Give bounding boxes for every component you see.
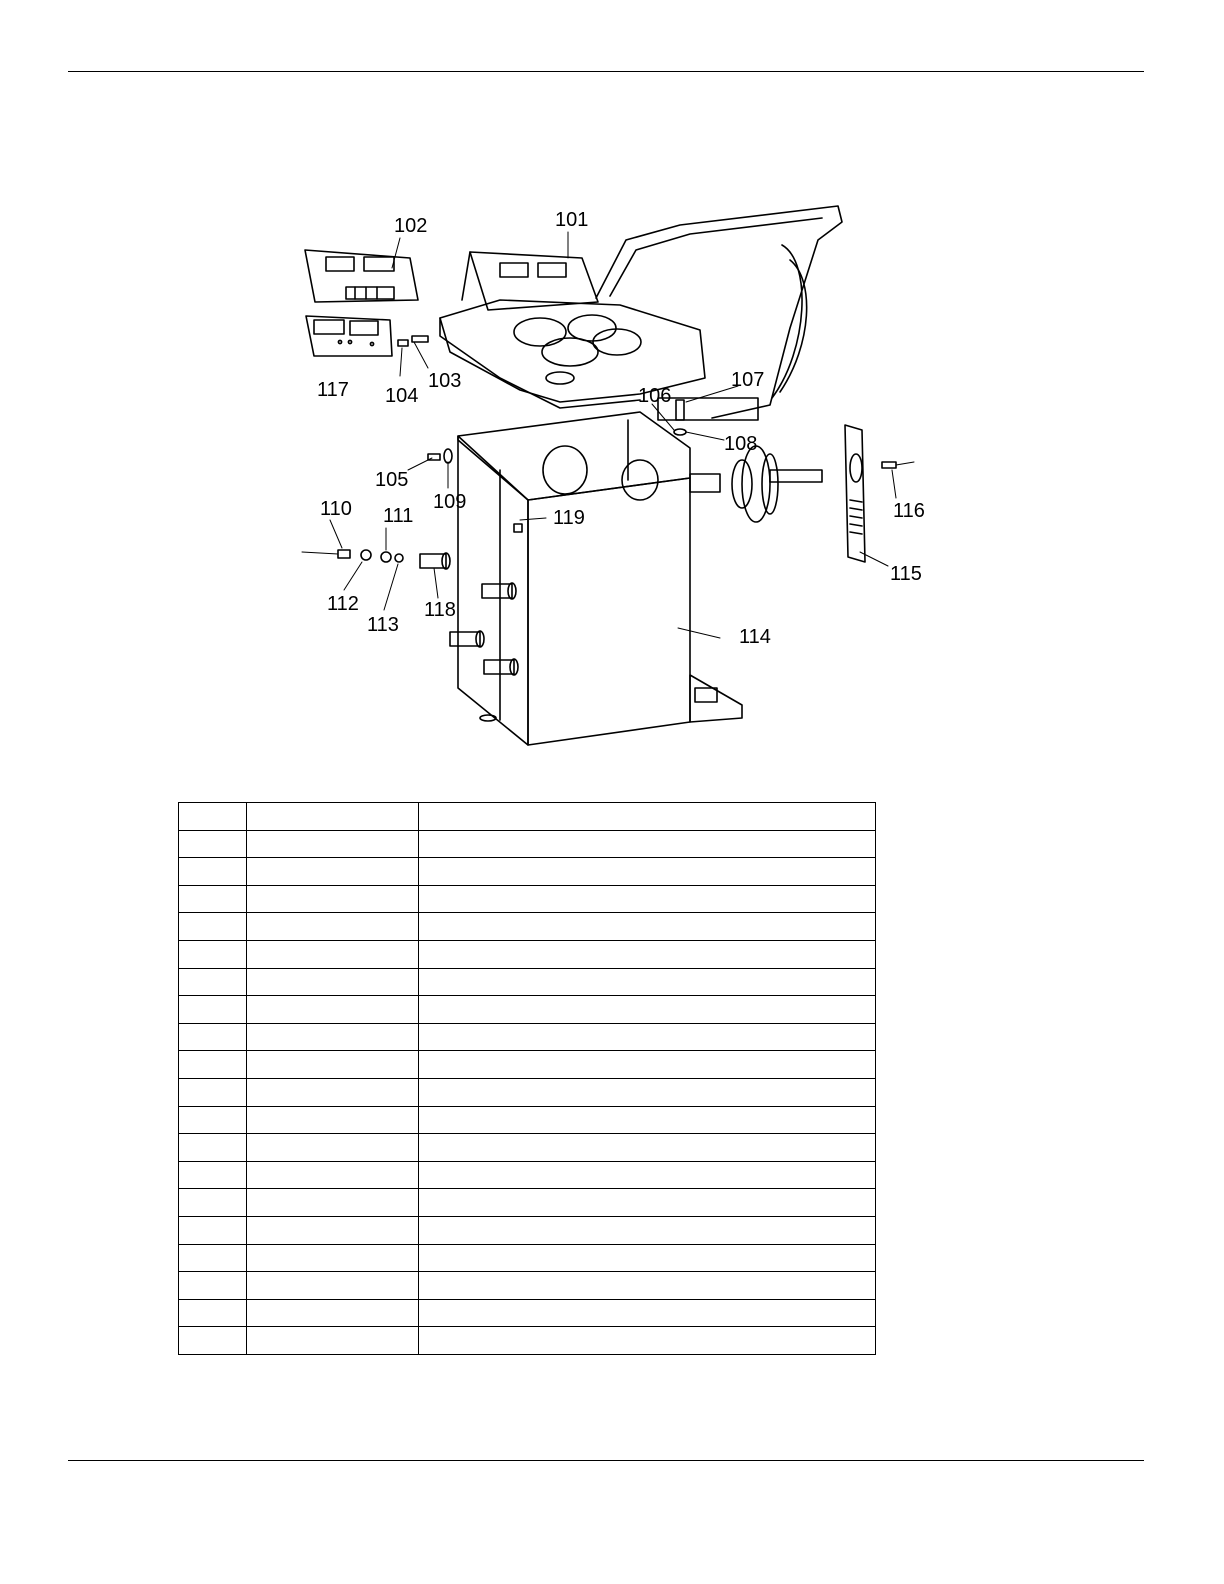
description-cell	[419, 1216, 876, 1244]
part-number-cell	[247, 1106, 419, 1134]
description-cell	[419, 830, 876, 858]
description-cell	[419, 885, 876, 913]
part-number-cell	[247, 1299, 419, 1327]
table-row	[179, 885, 876, 913]
table-row	[179, 1272, 876, 1300]
item-number-cell	[179, 858, 247, 886]
table-row	[179, 968, 876, 996]
item-number-cell	[179, 940, 247, 968]
cover-plate-part	[845, 425, 865, 562]
description-cell	[419, 1299, 876, 1327]
callout-118: 118	[424, 599, 456, 621]
callout-labels	[317, 209, 925, 648]
callout-105: 105	[375, 469, 409, 491]
item-number-cell	[179, 968, 247, 996]
table-row	[179, 858, 876, 886]
description-cell	[419, 1161, 876, 1189]
callout-115: 115	[890, 563, 922, 585]
item-number-cell	[179, 885, 247, 913]
part-number-cell	[247, 1023, 419, 1051]
table-row	[179, 1216, 876, 1244]
part-number-cell	[247, 885, 419, 913]
description-cell	[419, 968, 876, 996]
description-cell	[419, 1134, 876, 1162]
callout-110: 110	[320, 498, 352, 520]
part-number-cell	[247, 968, 419, 996]
part-number-cell	[247, 858, 419, 886]
item-number-cell	[179, 1327, 247, 1355]
description-cell	[419, 858, 876, 886]
callout-111: 111	[383, 505, 414, 527]
callout-103: 103	[428, 370, 462, 392]
part-number-cell	[247, 830, 419, 858]
item-number-cell	[179, 1216, 247, 1244]
item-number-cell	[179, 1299, 247, 1327]
table-row	[179, 1244, 876, 1272]
cabinet-body-part	[458, 412, 742, 745]
callout-108: 108	[724, 433, 758, 455]
table-row	[179, 1051, 876, 1079]
display-panel-part	[305, 250, 418, 302]
description-cell	[419, 1106, 876, 1134]
callout-109: 109	[433, 491, 467, 513]
part-number-cell	[247, 1244, 419, 1272]
fastener-hardware	[338, 336, 896, 569]
item-number-cell	[179, 830, 247, 858]
table-row	[179, 1023, 876, 1051]
description-cell	[419, 1023, 876, 1051]
callout-113: 113	[367, 614, 399, 636]
circuit-board-part	[306, 316, 392, 356]
item-number-cell	[179, 1051, 247, 1079]
description-cell	[419, 1189, 876, 1217]
callout-119: 119	[553, 507, 585, 529]
item-number-cell	[179, 1189, 247, 1217]
table-row	[179, 940, 876, 968]
callout-107: 107	[731, 369, 765, 391]
item-number-cell	[179, 996, 247, 1024]
table-row	[179, 1134, 876, 1162]
description-cell	[419, 913, 876, 941]
callout-101: 101	[555, 209, 589, 231]
callout-114: 114	[739, 626, 771, 648]
item-number-cell	[179, 1244, 247, 1272]
description-cell	[419, 1244, 876, 1272]
side-pins-part	[450, 583, 518, 675]
callout-106: 106	[638, 385, 672, 407]
spindle-shaft-part	[690, 446, 822, 522]
description-cell	[419, 803, 876, 831]
parts-list-table	[178, 802, 876, 1355]
item-number-cell	[179, 1134, 247, 1162]
item-number-cell	[179, 1078, 247, 1106]
description-cell	[419, 1327, 876, 1355]
callout-102: 102	[394, 215, 428, 237]
item-number-cell	[179, 1023, 247, 1051]
item-number-cell	[179, 1272, 247, 1300]
table-row	[179, 1161, 876, 1189]
description-cell	[419, 996, 876, 1024]
part-number-cell	[247, 1134, 419, 1162]
part-number-cell	[247, 1189, 419, 1217]
description-cell	[419, 940, 876, 968]
exploded-parts-diagram	[0, 0, 1224, 790]
part-number-cell	[247, 1216, 419, 1244]
callout-104: 104	[385, 385, 419, 407]
part-number-cell	[247, 996, 419, 1024]
table-row	[179, 913, 876, 941]
table-row	[179, 1078, 876, 1106]
item-number-cell	[179, 803, 247, 831]
table-row	[179, 1299, 876, 1327]
part-number-cell	[247, 1051, 419, 1079]
item-number-cell	[179, 1106, 247, 1134]
part-number-cell	[247, 1161, 419, 1189]
table-row	[179, 1189, 876, 1217]
callout-117: 117	[317, 379, 349, 401]
table-row	[179, 1106, 876, 1134]
part-number-cell	[247, 1327, 419, 1355]
part-number-cell	[247, 940, 419, 968]
part-number-cell	[247, 1078, 419, 1106]
callout-116: 116	[893, 500, 925, 522]
description-cell	[419, 1051, 876, 1079]
item-number-cell	[179, 913, 247, 941]
table-row	[179, 830, 876, 858]
description-cell	[419, 1272, 876, 1300]
callout-112: 112	[327, 593, 359, 615]
part-number-cell	[247, 1272, 419, 1300]
part-number-cell	[247, 913, 419, 941]
footer-rule	[68, 1460, 1144, 1461]
table-row	[179, 803, 876, 831]
description-cell	[419, 1078, 876, 1106]
item-number-cell	[179, 1161, 247, 1189]
wheel-guard-hood-part	[596, 206, 842, 420]
part-number-cell	[247, 803, 419, 831]
table-row	[179, 996, 876, 1024]
table-row	[179, 1327, 876, 1355]
